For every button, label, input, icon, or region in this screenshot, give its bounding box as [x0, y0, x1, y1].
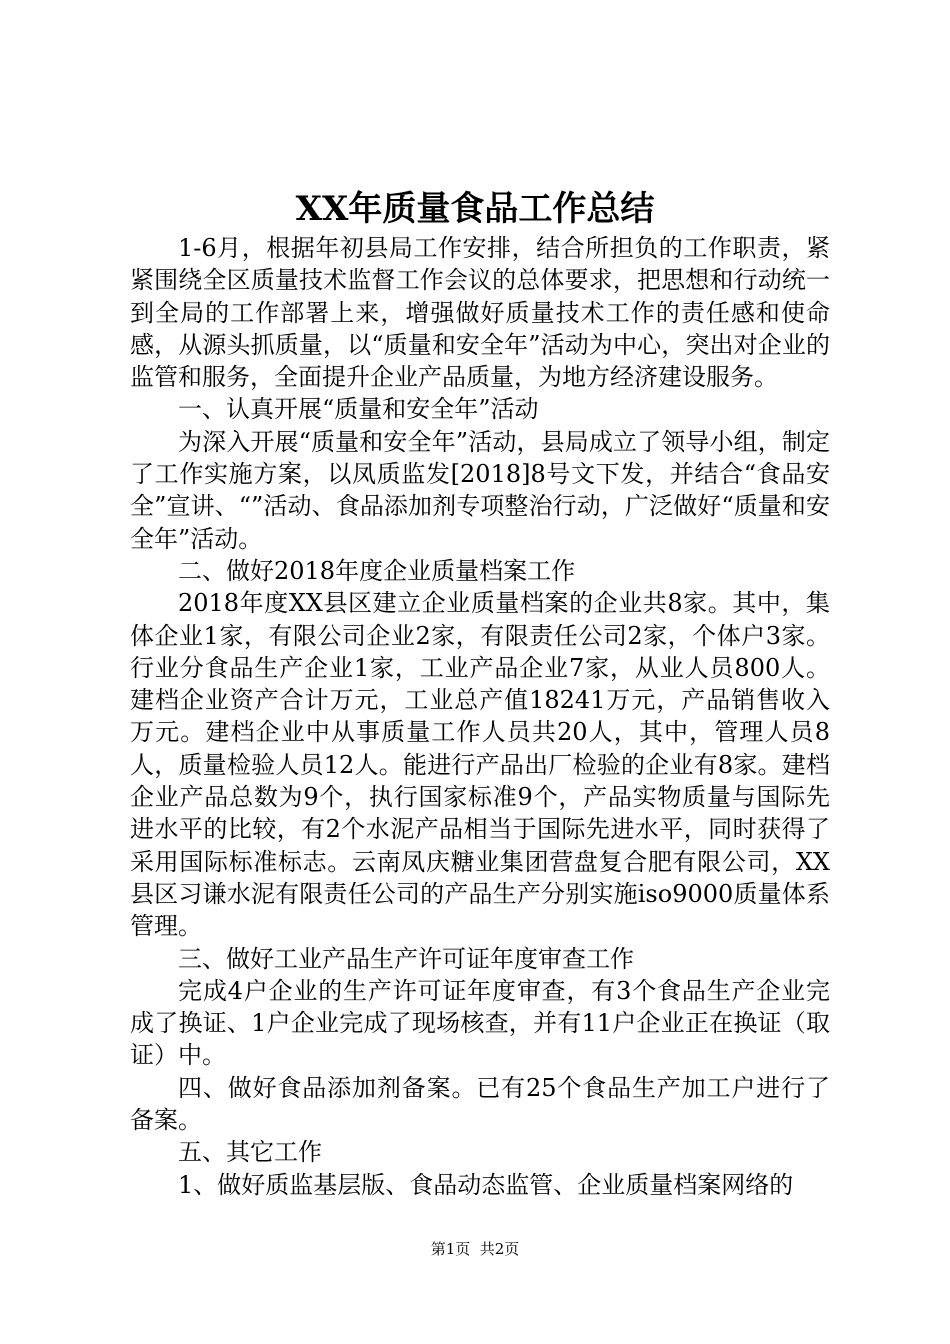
paragraph-section-1: 为深入开展“质量和安全年”活动，县局成立了领导小组，制定了工作实施方案，以凤质监发[2018]8号文下发，并结合“食品安全”宣讲、“”活动、食品添加剂专项整治行动，广泛做好“质量和安全年”活动。 [130, 427, 830, 553]
section-heading-3: 三、做好工业产品生产许可证年度审查工作 [178, 944, 634, 973]
document-body [130, 232, 830, 1201]
section-heading-1: 一、认真开展“质量和安全年”活动 [178, 395, 539, 424]
document-title: XX年质量食品工作总结 [295, 189, 655, 229]
section-heading-2: 二、做好2018年度企业质量档案工作 [178, 556, 576, 585]
paragraph-intro: 1-6月，根据年初县局工作安排，结合所担负的工作职责，紧紧围绕全区质量技术监督工作会议的总体要求，把思想和行动统一到全局的工作部署上来，增强做好质量技术工作的责任感和使命感，从源头抓质量，以“质量和安全年”活动为中心，突出对企业的监管和服务，全面提升企业产品质量，为地方经济建设服务。 [130, 234, 830, 392]
paragraph-section-5-item-1: 1、做好质监基层版、食品动态监管、企业质量档案网络的 [178, 1170, 794, 1199]
paragraph-section-2: 2018年度XX县区建立企业质量档案的企业共8家。其中，集体企业1家，有限公司企业2家，有限责任公司2家，个体户3家。行业分食品生产企业1家，工业产品企业7家，从业人员800人。建档企业资产合计万元，工业总产值18241万元，产品销售收入万元。建档企业中从事质量工作人员共20人，其中，管理人员8人，质量检验人员12人。能进行产品出厂检验的企业有8家。建档企业产品总数为9个，执行国家标准9个，产品实物质量与国际先进水平的比较，有2个水泥产品相当于国际先进水平，同时获得了采用国际标准标志。云南凤庆糖业集团营盘复合肥有限公司，XX县区习谦水泥有限责任公司的产品生产分别实施iso9000质量体系管理。 [130, 589, 830, 941]
paragraph-section-3: 完成4户企业的生产许可证年度审查，有3个食品生产企业完成了换证、1户企业完成了现场核查，并有11户企业正在换证（取证）中。 [130, 976, 830, 1070]
page-number: 第1页 共2页 [430, 1240, 520, 1258]
paragraph-section-4: 四、做好食品添加剂备案。已有25个食品生产加工户进行了备案。 [130, 1073, 830, 1135]
page-footer [0, 1239, 950, 1259]
section-heading-5: 五、其它工作 [178, 1138, 322, 1167]
